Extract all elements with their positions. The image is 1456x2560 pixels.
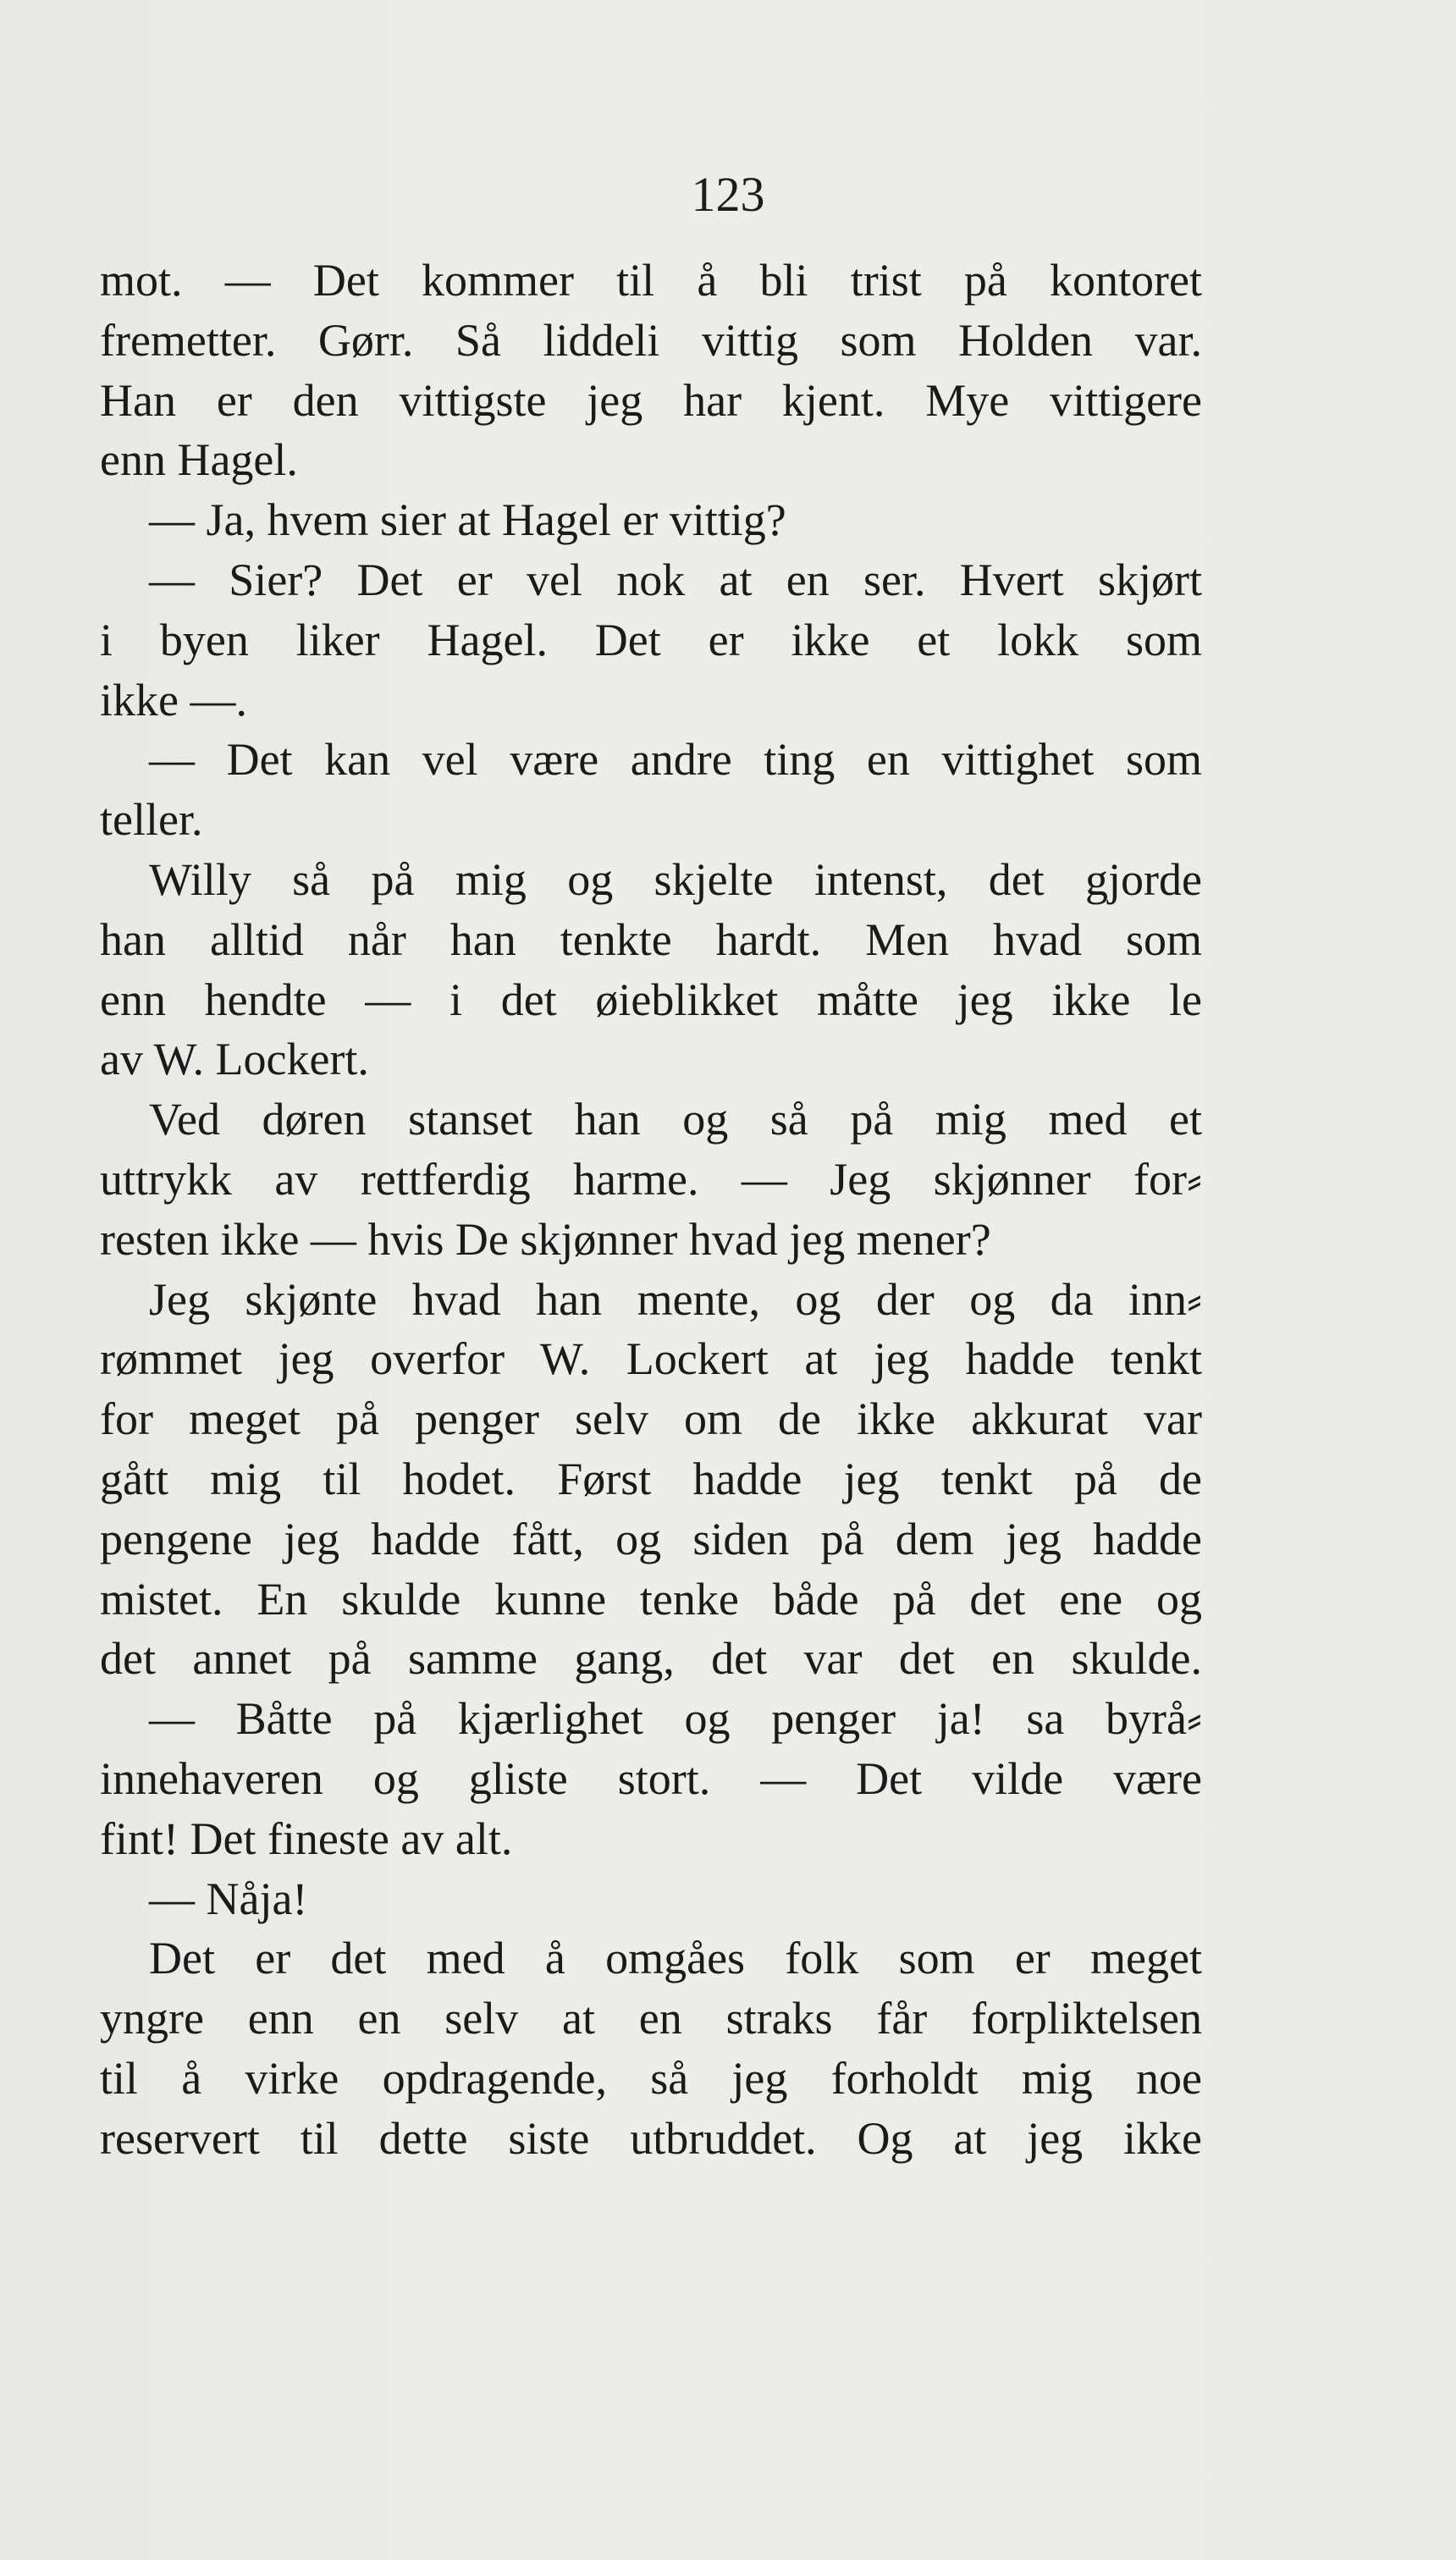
text-line: mot. — Det kommer til å bli trist på kontoret [100,255,1202,306]
text-line: han alltid når han tenkte hardt. Men hvad som [100,913,1202,965]
text-line: enn hendte — i det øieblikket måtte jeg ikke le [100,974,1202,1025]
text-line: resten ikke — hvis De skjønner hvad jeg mener? [100,1213,991,1265]
text-line: — Ja, hvem sier at Hagel er vittig? [149,494,786,546]
text-line: det annet på samme gang, det var det en skulde. [100,1633,1202,1685]
text-line: for meget på penger selv om de ikke akkurat var [100,1393,1202,1445]
text-line: ikke —. [100,674,247,726]
text-line: Han er den vittigste jeg har kjent. Mye vittigere [100,374,1202,426]
text-line: rømmet jeg overfor W. Lockert at jeg hadde tenkt [100,1333,1202,1385]
text-line: fremetter. Gørr. Så liddeli vittig som Holden var. [100,314,1202,366]
text-line: fint! Det fineste av alt. [100,1812,513,1864]
text-line: uttrykk av rettferdig harme. — Jeg skjønner for⸗ [100,1153,1202,1205]
body-text [100,251,1202,2169]
text-line: — Sier? Det er vel nok at en ser. Hvert skjørt [149,554,1202,605]
text-line: til å virke opdragende, så jeg forholdt mig noe [100,2052,1202,2104]
text-line: av W. Lockert. [100,1034,369,1085]
text-line: yngre enn en selv at en straks får forpliktelsen [100,1993,1202,2044]
text-line: i byen liker Hagel. Det er ikke et lokk som [100,614,1202,665]
text-line: — Det kan vel være andre ting en vittighet som [149,734,1202,786]
text-line: Ved døren stanset han og så på mig med et [149,1094,1202,1145]
text-line: pengene jeg hadde fått, og siden på dem jeg hadde [100,1513,1202,1564]
text-line: — Båtte på kjærlighet og penger ja! sa byrå⸗ [149,1693,1202,1745]
text-line: reservert til dette siste utbruddet. Og at jeg ikke [100,2112,1202,2164]
text-line: gått mig til hodet. Først hadde jeg tenkt på de [100,1453,1202,1504]
text-line: Det er det med å omgåes folk som er meget [149,1933,1202,1984]
page-number: 123 [691,167,765,222]
text-line: — Nåja! [149,1873,308,1924]
text-line: enn Hagel. [100,434,298,486]
text-line: Jeg skjønte hvad han mente, og der og da inn⸗ [149,1273,1202,1325]
text-line: innehaveren og gliste stort. — Det vilde være [100,1752,1202,1804]
text-line: Willy så på mig og skjelte intenst, det gjorde [149,853,1202,905]
text-line: mistet. En skulde kunne tenke både på det ene og [100,1573,1202,1625]
text-line: teller. [100,794,203,846]
